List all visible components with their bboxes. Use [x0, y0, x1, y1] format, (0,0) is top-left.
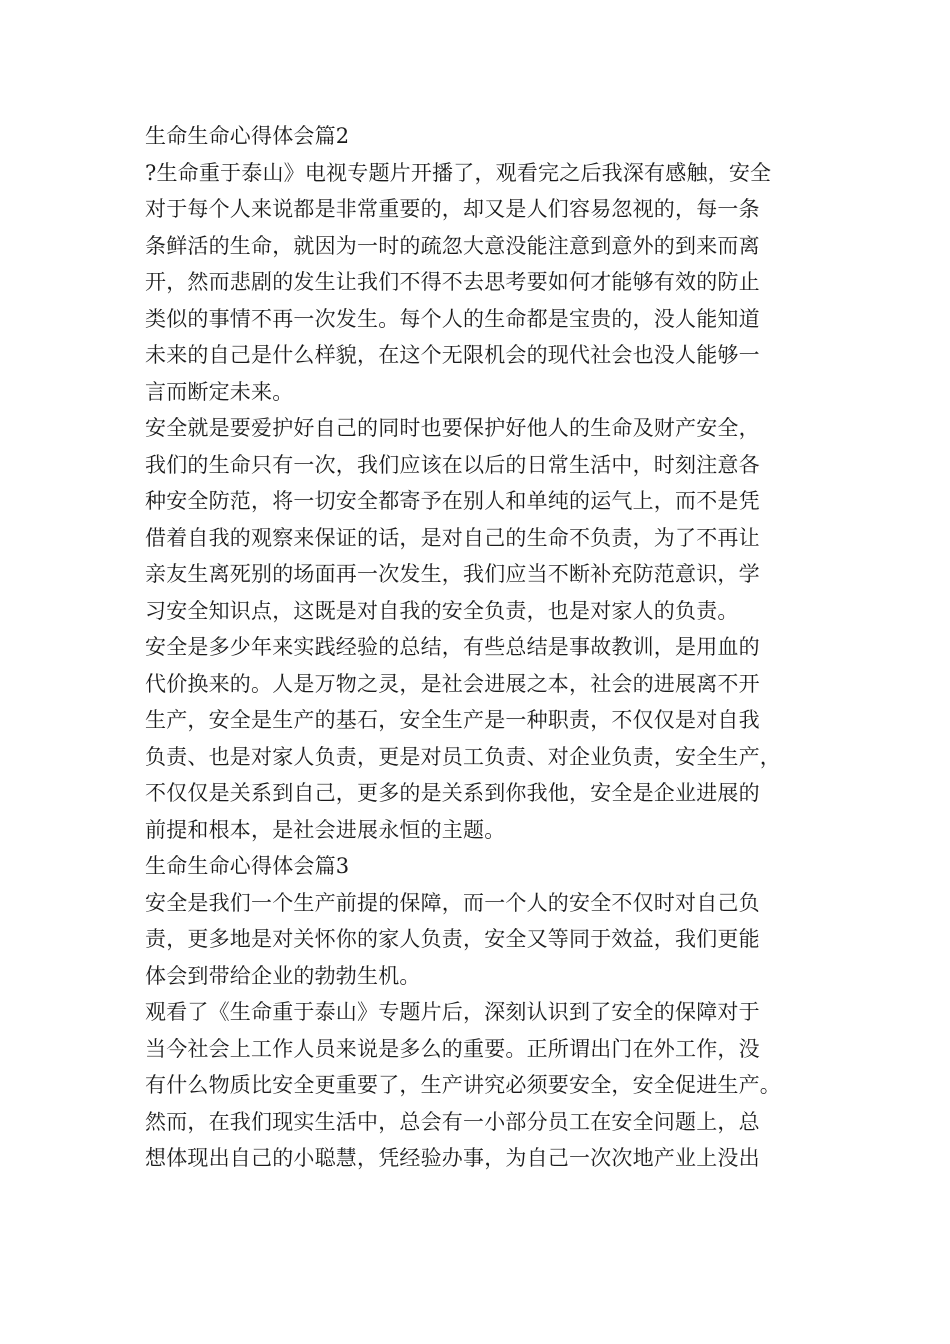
text-line: 对于每个人来说都是非常重要的，却又是人们容易忽视的，每一条 — [145, 197, 760, 221]
text-line: 种安全防范，将一切安全都寄予在别人和单纯的运气上，而不是凭 — [145, 489, 760, 513]
text-line: ?生命重于泰山》电视专题片开播了，观看完之后我深有感触，安全 — [145, 160, 772, 185]
document-body — [145, 118, 817, 1177]
text-line: 有什么物质比安全更重要了，生产讲究必须要安全，安全促进生产。 — [145, 1073, 781, 1097]
text-line: 代价换来的。人是万物之灵，是社会进展之本，社会的进展离不开 — [145, 671, 760, 696]
section-heading: 生命生命心得体会篇3 — [145, 854, 350, 878]
text-line: 体会到带给企业的勃勃生机。 — [145, 963, 421, 988]
text-line: 未来的自己是什么样貌，在这个无限机会的现代社会也没人能够一 — [145, 343, 760, 367]
text-line: 生产，安全是生产的基石，安全生产是一种职责，不仅仅是对自我 — [145, 708, 760, 732]
text-line: 然而，在我们现实生活中，总会有一小部分员工在安全问题上，总 — [145, 1109, 760, 1134]
text-line: 开，然而悲剧的发生让我们不得不去思考要如何才能够有效的防止 — [145, 270, 760, 294]
text-line: 借着自我的观察来保证的话，是对自己的生命不负责，为了不再让 — [145, 525, 760, 550]
text-line: 安全是我们一个生产前提的保障，而一个人的安全不仅时对自己负 — [145, 890, 760, 915]
text-line: 我们的生命只有一次，我们应该在以后的日常生活中，时刻注意各 — [145, 452, 760, 477]
text-line: 条鲜活的生命，就因为一时的疏忽大意没能注意到意外的到来而离 — [145, 233, 760, 258]
text-line: 习安全知识点，这既是对自我的安全负责，也是对家人的负责。 — [145, 598, 739, 623]
text-line: 负责、也是对家人负责，更是对员工负责、对企业负责，安全生产， — [145, 744, 781, 769]
text-line: 不仅仅是关系到自己，更多的是关系到你我他，安全是企业进展的 — [145, 781, 760, 805]
text-line: 观看了《生命重于泰山》专题片后，深刻认识到了安全的保障对于 — [145, 1000, 760, 1024]
text-line: 前提和根本，是社会进展永恒的主题。 — [145, 817, 506, 842]
text-line: 类似的事情不再一次发生。每个人的生命都是宝贵的，没人能知道 — [145, 306, 760, 331]
text-line: 安全是多少年来实践经验的总结，有些总结是事故教训，是用血的 — [145, 635, 760, 659]
text-line: 亲友生离死别的场面再一次发生，我们应当不断补充防范意识，学 — [145, 562, 760, 586]
text-line: 安全就是要爱护好自己的同时也要保护好他人的生命及财产安全， — [145, 416, 760, 440]
text-line: 想体现出自己的小聪慧，凭经验办事，为自己一次次地产业上没出 — [145, 1146, 760, 1170]
text-line: 当今社会上工作人员来说是多么的重要。正所谓出门在外工作，没 — [145, 1036, 760, 1061]
section-heading: 生命生命心得体会篇2 — [145, 124, 350, 148]
text-line: 责，更多地是对关怀你的家人负责，安全又等同于效益，我们更能 — [145, 927, 760, 951]
text-line: 言而断定未来。 — [145, 379, 294, 404]
